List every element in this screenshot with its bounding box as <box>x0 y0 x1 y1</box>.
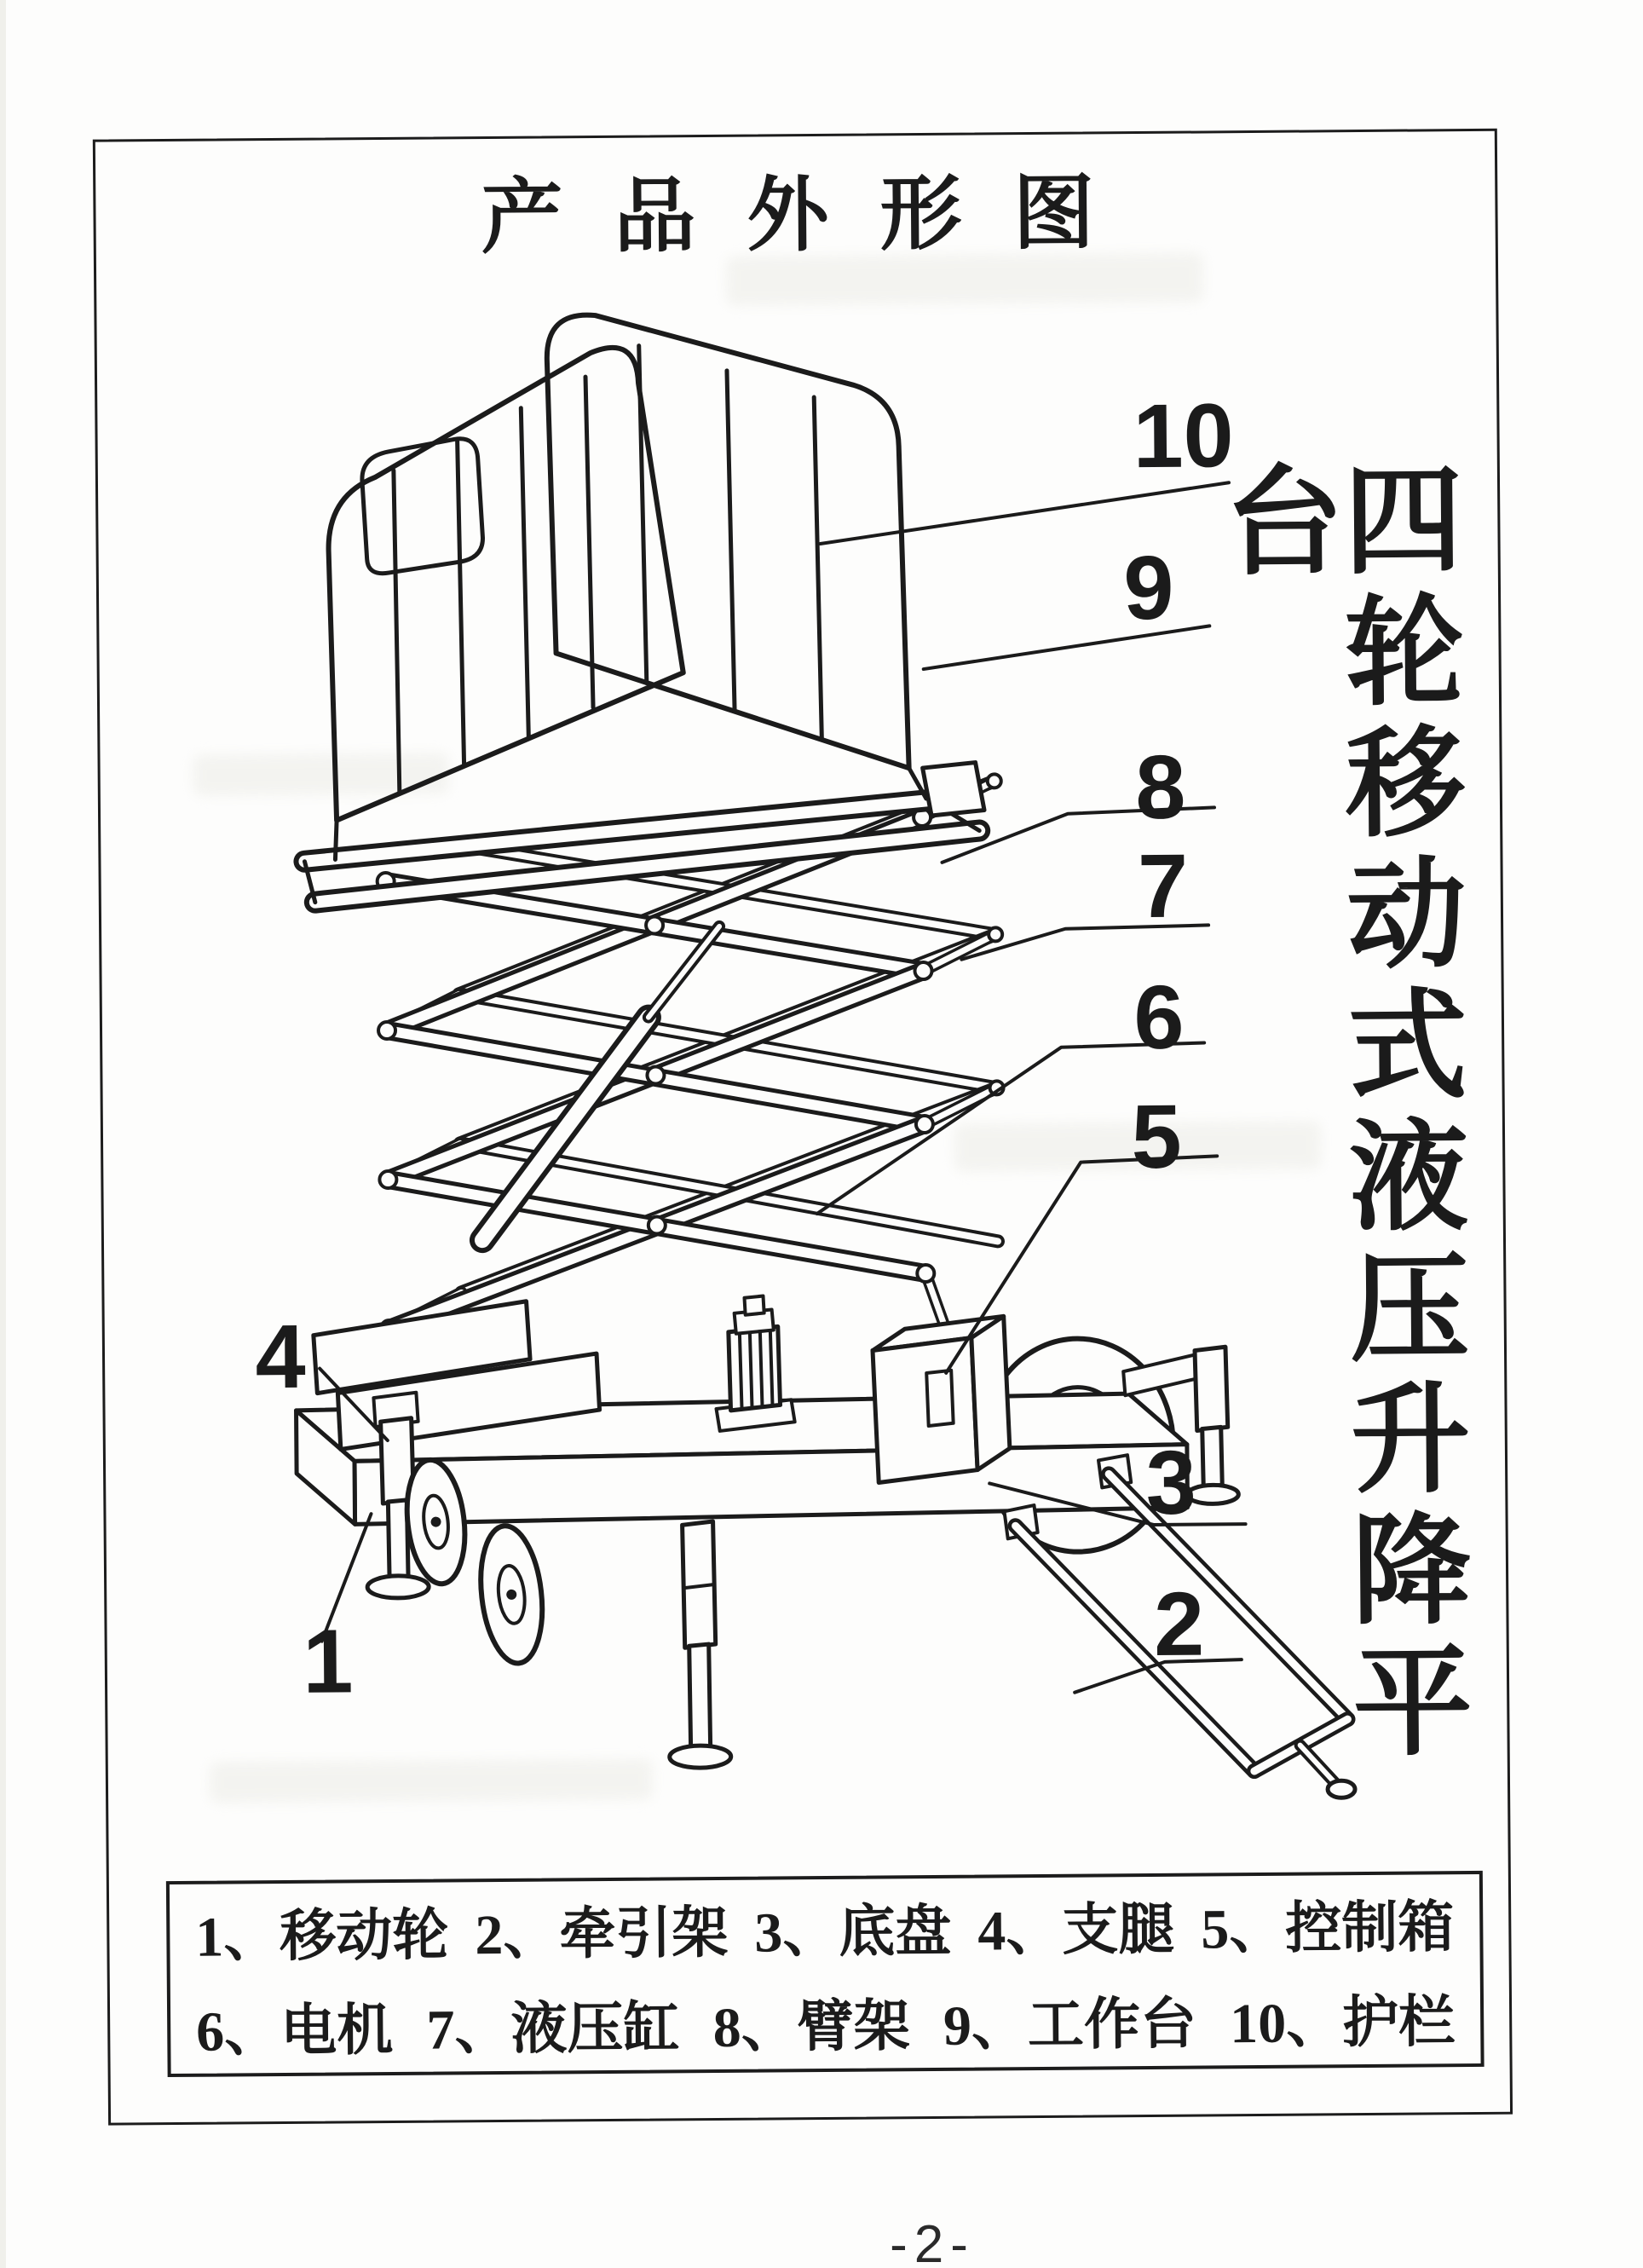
legend-item-2: 2、牵引架 <box>475 1902 729 1967</box>
callout-2: 2 <box>1153 1573 1205 1675</box>
callout-6: 6 <box>1133 967 1185 1069</box>
callout-5: 5 <box>1131 1086 1182 1188</box>
legend-item-3: 3、底盘 <box>754 1900 952 1965</box>
callout-1: 1 <box>302 1611 354 1712</box>
legend-item-9: 9、工作台 <box>943 1993 1197 2057</box>
vertical-product-name: 四轮移动式液压升降平台 <box>1206 457 1468 1771</box>
legend-item-6: 6、电机 <box>195 1999 394 2063</box>
page-title: 产 品 外 形 图 <box>481 167 1110 264</box>
callout-10: 10 <box>1133 385 1234 488</box>
guardrail-cage <box>326 312 926 859</box>
legend-item-4: 4、支腿 <box>977 1898 1175 1963</box>
callout-9: 9 <box>1123 537 1174 639</box>
callout-8: 8 <box>1134 736 1186 839</box>
callout-7: 7 <box>1137 835 1189 938</box>
legend-item-8: 8、臂架 <box>712 1995 911 2060</box>
legend-item-7: 7、液压缸 <box>426 1997 680 2062</box>
legend-item-10: 10、护栏 <box>1229 1991 1456 2056</box>
callout-4: 4 <box>255 1306 306 1408</box>
control-box <box>873 1316 1011 1482</box>
callout-3: 3 <box>1145 1432 1197 1534</box>
motor <box>715 1296 794 1431</box>
page-number: -2- <box>890 2215 975 2268</box>
legend-item-1: 1、移动轮 <box>195 1904 449 1969</box>
legend-item-5: 5、控制箱 <box>1201 1896 1455 1961</box>
